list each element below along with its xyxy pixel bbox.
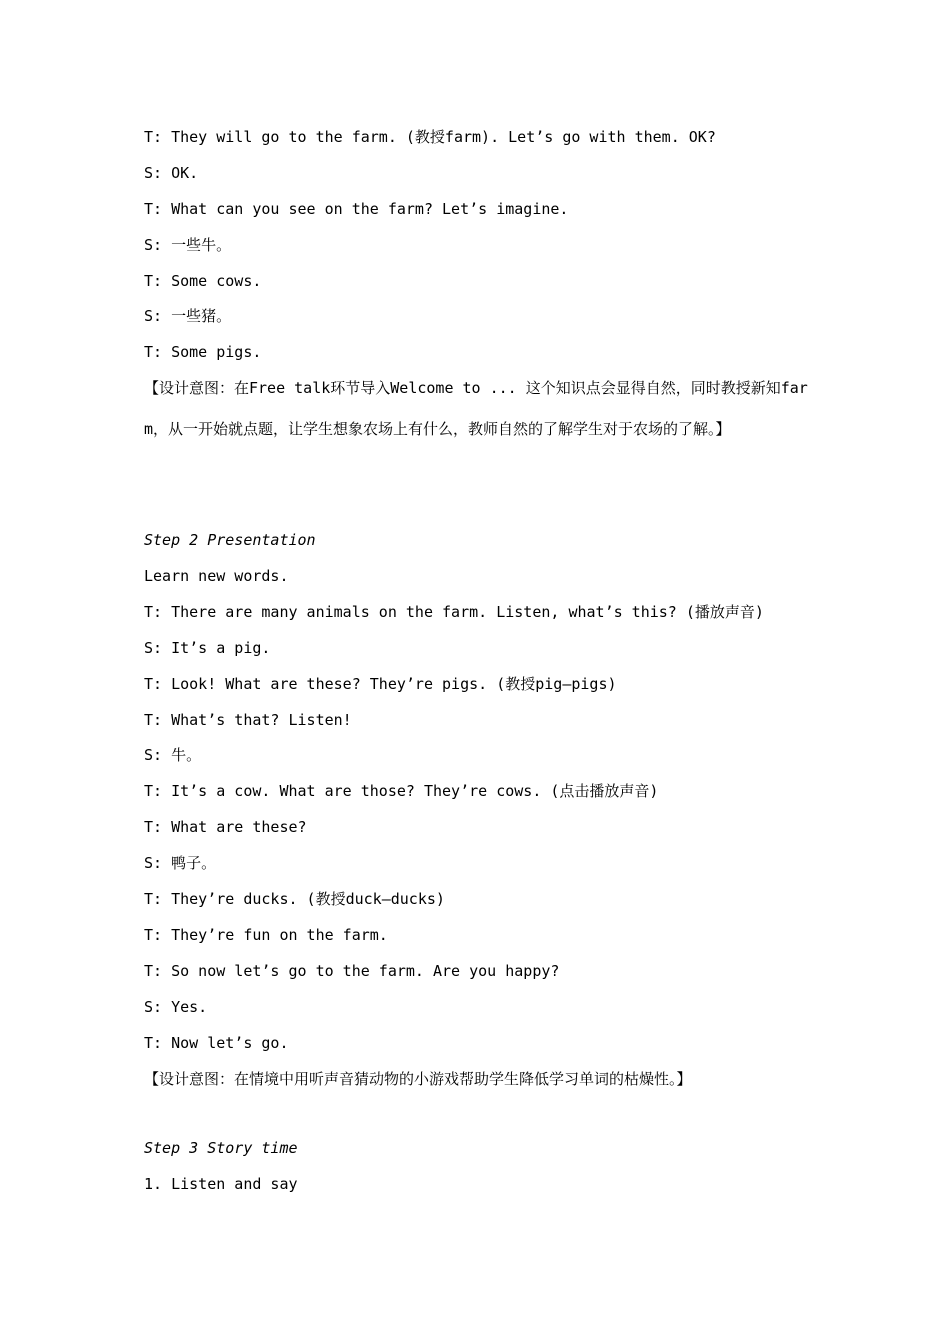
dialogue-line: T: There are many animals on the farm. Listen, what’s this? (播放声音) <box>144 603 764 621</box>
step-heading: Step 3 Story time <box>144 1139 298 1157</box>
step-heading: Step 2 Presentation <box>144 531 316 549</box>
design-intent-note: 【设计意图：在Free talk环节导入Welcome to ... 这个知识点会显得自然，同时教授新知farm，从一开始就点题，让学生想象农场上有什么，教师自然的了解学生对于农场的了解。】 <box>144 379 808 438</box>
design-intent-note: 【设计意图：在情境中用听声音猜动物的小游戏帮助学生降低学习单词的枯燥性。】 <box>144 1070 692 1088</box>
dialogue-line: T: What can you see on the farm? Let’s imagine. <box>144 200 569 218</box>
dialogue-line: T: So now let’s go to the farm. Are you happy? <box>144 962 560 980</box>
dialogue-line: T: What’s that? Listen! <box>144 711 352 729</box>
dialogue-line: S: 一些牛。 <box>144 236 232 254</box>
dialogue-line: S: 鸭子。 <box>144 854 217 872</box>
dialogue-line: T: Some pigs. <box>144 343 262 361</box>
dialogue-line: S: 一些猪。 <box>144 307 232 325</box>
dialogue-line: T: Some cows. <box>144 272 262 290</box>
dialogue-line: T: They will go to the farm. (教授farm). Let’s go with them. OK? <box>144 128 716 146</box>
dialogue-line: T: What are these? <box>144 818 307 836</box>
dialogue-line: T: They’re ducks. (教授duck—ducks) <box>144 890 445 908</box>
dialogue-line: T: They’re fun on the farm. <box>144 926 388 944</box>
dialogue-line: S: It’s a pig. <box>144 639 271 657</box>
dialogue-line: T: It’s a cow. What are those? They’re cows. (点击播放声音) <box>144 782 659 800</box>
dialogue-line: T: Look! What are these? They’re pigs. (教授pig—pigs) <box>144 675 617 693</box>
dialogue-line: Learn new words. <box>144 567 289 585</box>
dialogue-line: S: 牛。 <box>144 746 202 764</box>
dialogue-line: S: Yes. <box>144 998 208 1016</box>
dialogue-line: S: OK. <box>144 164 199 182</box>
dialogue-line: T: Now let’s go. <box>144 1034 289 1052</box>
list-item: 1. Listen and say <box>144 1175 298 1193</box>
